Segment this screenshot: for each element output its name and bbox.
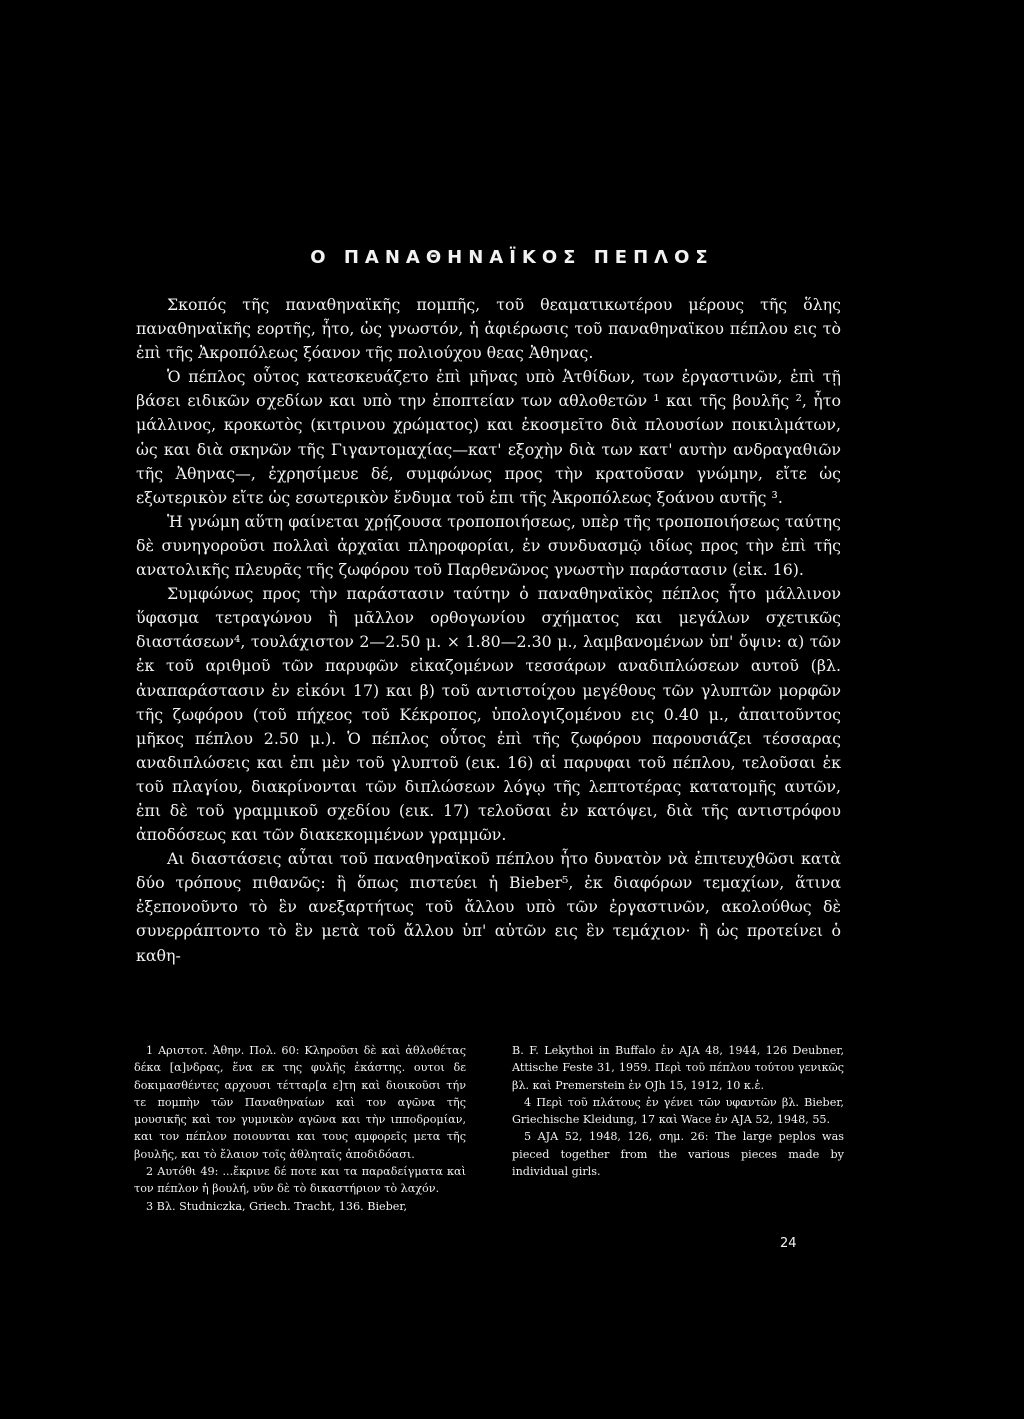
paragraph: Συμφώνως προς τὴν παράστασιν ταύτην ὁ παναθηναϊκὸς πέπλος ἦτο μάλλινον ὕφασμα τετραγώνου ἢ μᾶλλον ορθογωνίου σχήματος και μεγάλων σχετικῶς διαστάσεων⁴, τουλάχιστον 2—2.50 μ. × 1.80—2.30 μ., λαμβανομένων ὑπ' ὄψιν: α) τῶν ἐκ τοῦ αριθμοῦ τῶν παρυφῶν εἰκαζομένων τεσσάρων αναδιπλώσεων αυτοῦ (βλ. ἀναπαράστασιν ἐν εἰκόνι 17) και β) τοῦ αντιστοίχου μεγέθους τῶν γλυπτῶν μορφῶν τῆς ζωφόρου (τοῦ πήχεος τοῦ Κέκροπος, ὑπολογιζομένου εις 0.40 μ., ἀπαιτοῦντος μῆκος πέπλου 2.50 μ.). Ὁ πέπλος οὗτος ἐπὶ τῆς ζωφόρου παρουσιάζει τέσσαρας αναδιπλώσεις και ἐπι μὲν τοῦ γλυπτοῦ (εικ. 16) αἱ παρυφαι τοῦ πέπλου, τελοῦσαι ἐκ τοῦ πλαγίου, διακρίνονται τῶν διπλώσεων λόγῳ τῆς λεπτοτέρας κατατομῆς αυτῶν, ἐπι δὲ τοῦ γραμμικοῦ σχεδίου (εικ. 17) τελοῦσαι ἐν κατόψει, διὰ τῆς αντιστρόφου ἀποδόσεως και τῶν διακεκομμένων γραμμῶν. xyxy=(136,584,841,845)
footnotes-left-column xyxy=(134,1042,466,1215)
footnote: B. F. Lekythoi in Buffalo ἐν AJA 48, 1944, 126 Deubner, Attische Feste 31, 1959. Περὶ τοῦ πέπλου τούτου γενικῶς βλ. καὶ Premerstein ἐν OJh 15, 1912, 10 κ.ἑ. xyxy=(512,1044,844,1092)
page-title: Ο ΠΑΝΑΘΗΝΑΪΚΟΣ ΠΕΠΛΟΣ xyxy=(310,247,714,268)
footnote: 4 Περὶ τοῦ πλάτους ἐν γένει τῶν υφαντῶν βλ. Bieber, Griechische Kleidung, 17 καὶ Wace ἐν AJA 52, 1948, 55. xyxy=(512,1095,844,1127)
page-number: 24 xyxy=(780,1236,797,1251)
paragraph: Αι διαστάσεις αὗται τοῦ παναθηναϊκοῦ πέπλου ἦτο δυνατὸν νὰ ἐπιτευχθῶσι κατὰ δύο τρόπους πιθανῶς: ἢ ὅπως πιστεύει ἡ Bieber⁵, ἐκ διαφόρων τεμαχίων, ἅτινα ἐξεπονοῦντο τὸ ἓν ανεξαρτήτως τοῦ ἄλλου υπὸ τῶν ἐργαστινῶν, ακολούθως δὲ συνερράπτοντο τὸ ἓν μετὰ τοῦ ἄλλου ὑπ' αὐτῶν εις ἓν τεμάχιον· ἢ ὡς προτείνει ὁ καθη- xyxy=(136,849,841,965)
paragraph: Σκοπός τῆς παναθηναϊκῆς πομπῆς, τοῦ θεαματικωτέρου μέρους τῆς ὅλης παναθηναϊκῆς εορτῆς, ἦτο, ὡς γνωστόν, ἡ ἀφιέρωσις τοῦ παναθηναϊκου πέπλου εις τὸ ἐπὶ τῆς Ἀκροπόλεως ξόανον τῆς πολιούχου θεας Ἀθηνας. xyxy=(136,295,841,363)
footnote: 1 Αριστοτ. Ἀθην. Πολ. 60: Κληροῦσι δὲ καὶ ἀθλοθέτας δέκα [α]νδρας, ἕνα εκ της φυλῆς ἑκάστης. ουτοι δε δοκιμασθέντες αρχουσι τέτταρ[α ε]τη καὶ διοικοῦσι τήν τε πομπὴν τῶν Παναθηναίων καὶ τον αγῶνα τῆς μουσικῆς καὶ τον γυμνικὸν αγῶνα και τὴν ιπποδρομίαν, και τον πέπλον ποιουνται και τους αμφορεῖς μετα τῆς βουλῆς, και τὸ ἔλαιον τοῖς ἀθληταῖς ἀποδιδόασι. xyxy=(134,1044,466,1161)
paragraph: Ἡ γνώμη αὕτη φαίνεται χρῄζουσα τροποποιήσεως, υπὲρ τῆς τροποποιήσεως ταύτης δὲ συνηγοροῦσι πολλαὶ ἀρχαῖαι πληροφορίαι, ἐν συνδυασμῷ ιδίως προς τὴν ἐπὶ τῆς ανατολικῆς πλευρᾶς τῆς ζωφόρου τοῦ Παρθενῶνος γνωστὴν παράστασιν (εἰκ. 16). xyxy=(136,511,841,580)
footnote: 3 Βλ. Studniczka, Griech. Tracht, 136. Bieber, xyxy=(146,1199,408,1213)
footnote: 2 Αυτόθι 49: ...ἔκρινε δέ ποτε και τα παραδείγματα καὶ τον πέπλον ἡ βουλή, νῦν δὲ τὸ δικαστήριον τὸ λαχόν. xyxy=(134,1165,466,1196)
main-text xyxy=(136,293,841,968)
footnotes-right-column xyxy=(512,1042,844,1215)
footnote: 5 AJA 52, 1948, 126, σημ. 26: The large peplos was pieced together from the various pieces made by individual girls. xyxy=(512,1130,844,1179)
footnotes xyxy=(134,1042,844,1215)
paragraph: Ὁ πέπλος οὗτος κατεσκευάζετο ἐπὶ μῆνας υπὸ Ἀτθίδων, των ἐργαστινῶν, ἐπὶ τῇ βάσει ειδικῶν σχεδίων και υπὸ την ἐποπτείαν των αθλοθετῶν ¹ και τῆς βουλῆς ², ἦτο μάλλινος, κροκωτὸς (κιτρινου χρώματος) και ἐκοσμεῖτο διὰ πλουσίων ποικιλμάτων, ὡς και διὰ σκηνῶν τῆς Γιγαντομαχίας—κατ' εξοχὴν διὰ των κατ' αυτὴν ανδραγαθιῶν τῆς Ἀθηνας—, ἐχρησίμευε δέ, συμφώνως προς τὴν κρατοῦσαν γνώμην, εἴτε ὡς εξωτερικὸν εἴτε ὡς εσωτερικὸν ἔνδυμα τοῦ ἐπι τῆς Ἀκροπόλεως ξοάνου αυτῆς ³. xyxy=(136,367,841,507)
